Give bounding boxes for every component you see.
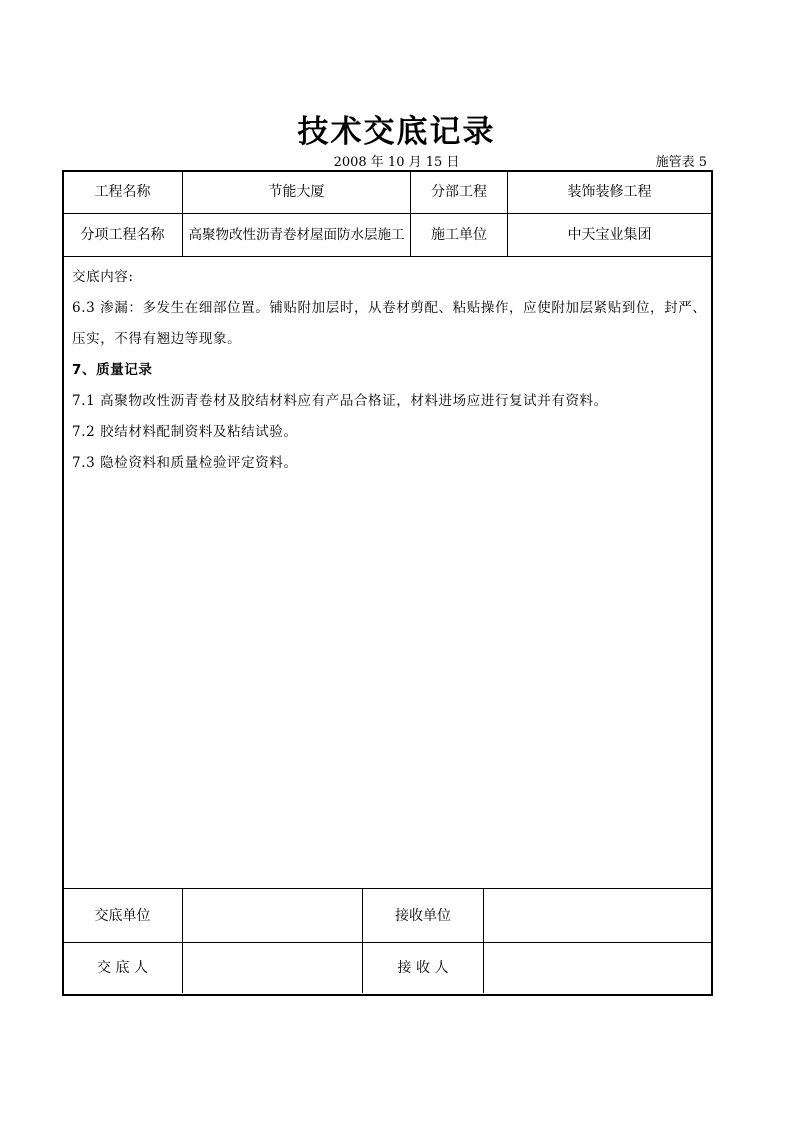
- document-title: 技术交底记录: [297, 114, 496, 150]
- content-line: 7.2 胶结材料配制资料及粘结试验。: [72, 424, 298, 440]
- disclosure-content: [72, 262, 712, 479]
- receiver-unit-label: 接收单位: [395, 907, 451, 924]
- content-line: 7.3 隐检资料和质量检验评定资料。: [72, 455, 298, 471]
- content-line: 7.1 高聚物改性沥青卷材及胶结材料应有产品合格证，材料进场应进行复试并有资料。: [72, 393, 608, 409]
- issuer-field[interactable]: [183, 943, 362, 993]
- issuer-unit-label: 交底单位: [94, 907, 151, 924]
- division-label: 分部工程: [431, 184, 487, 200]
- record-date: 2008 年 10 月 15 日: [333, 155, 460, 170]
- receiver-label: 接 收 人: [397, 960, 449, 976]
- project-name-value: 节能大厦: [268, 184, 325, 200]
- section-heading: 7、质量记录: [72, 362, 153, 378]
- receiver-unit-field[interactable]: [484, 889, 711, 942]
- contractor-value: 中天宝业集团: [567, 227, 652, 243]
- row-divider: [63, 256, 711, 257]
- subitem-value: 高聚物改性沥青卷材屋面防水层施工: [188, 227, 405, 243]
- receiver-field[interactable]: [484, 943, 711, 993]
- issuer-unit-field[interactable]: [183, 889, 362, 942]
- form-number: 施管表 5: [655, 155, 707, 170]
- division-value: 装饰装修工程: [567, 184, 652, 200]
- content-label: 交底内容:: [72, 269, 134, 285]
- content-line: 6.3 渗漏：多发生在细部位置。铺贴附加层时，从卷材剪配、粘贴操作，应使附加层紧贴到位，封严、压实，不得有翘边等现象。: [72, 300, 707, 347]
- contractor-label: 施工单位: [431, 227, 487, 243]
- issuer-label: 交 底 人: [97, 960, 148, 976]
- project-name-label: 工程名称: [94, 184, 151, 200]
- subitem-label: 分项工程名称: [80, 227, 165, 243]
